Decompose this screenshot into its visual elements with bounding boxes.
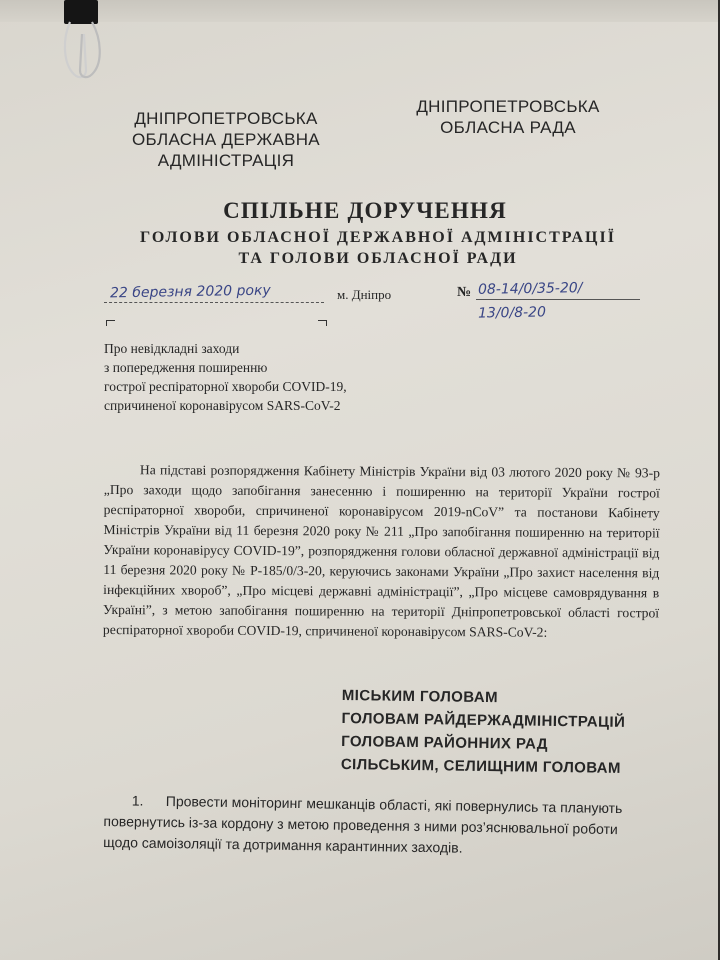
addressee-line: МІСЬКИМ ГОЛОВАМ xyxy=(341,686,499,707)
addressee-line: СІЛЬСЬКИМ, СЕЛИЩНИМ ГОЛОВАМ xyxy=(340,755,621,777)
instruction-item-1 xyxy=(103,790,674,862)
header-regional-council xyxy=(372,96,644,138)
document-title: СПІЛЬНЕ ДОРУЧЕННЯ xyxy=(223,198,507,223)
header-left-line: ОБЛАСНА ДЕРЖАВНА xyxy=(132,130,320,149)
header-left-line: АДМІНІСТРАЦІЯ xyxy=(157,151,295,170)
handwritten-date: 22 березня 2020 року xyxy=(109,282,271,302)
date-underline xyxy=(104,302,324,303)
subtitle-line: ТА ГОЛОВИ ОБЛАСНОЇ РАДИ xyxy=(238,250,518,267)
instruction-number: 1. xyxy=(131,792,144,809)
number-underline xyxy=(476,299,640,300)
number-label: № xyxy=(457,285,472,300)
binder-clip-icon xyxy=(56,0,116,82)
handwritten-number-1: 08-14/0/35-20/ xyxy=(477,280,583,298)
document-subject xyxy=(104,339,404,415)
document-subtitle xyxy=(108,227,648,269)
subject-corner-mark-right xyxy=(318,320,327,326)
header-right-line: ДНІПРОПЕТРОВСЬКА xyxy=(416,97,600,116)
subject-line: з попередження поширенню xyxy=(104,360,268,375)
header-left-line: ДНІПРОПЕТРОВСЬКА xyxy=(134,109,318,128)
city-label: м. Дніпро xyxy=(337,287,392,302)
addressee-list xyxy=(341,684,662,780)
subtitle-line: ГОЛОВИ ОБЛАСНОЇ ДЕРЖАВНОЇ АДМІНІСТРАЦІЇ xyxy=(140,229,616,246)
subject-line: спричиненої коронавірусом SARS-CoV-2 xyxy=(104,398,341,413)
header-right-line: ОБЛАСНА РАДА xyxy=(440,118,576,137)
instruction-line: щодо самоізоляції та дотримання карантинних заходів. xyxy=(103,833,463,856)
instruction-line: повернутись із-за кордону з метою проведення з ними роз’яснювальної роботи xyxy=(103,812,618,838)
addressee-line: ГОЛОВАМ РАЙОННИХ РАД xyxy=(341,732,549,753)
handwritten-number-2: 13/0/8-20 xyxy=(477,304,547,322)
subject-line: Про невідкладні заходи xyxy=(104,341,240,356)
header-regional-administration xyxy=(96,108,356,171)
subject-corner-mark-left xyxy=(106,320,115,326)
subject-line: гострої респіраторної хвороби COVID-19, xyxy=(104,379,347,394)
addressee-line: ГОЛОВАМ РАЙДЕРЖАДМІНІСТРАЦІЙ xyxy=(341,709,626,731)
preamble-paragraph: На підставі розпорядження Кабінету Міністрів України від 03 лютого 2020 року № 93-р „Про заходи щодо запобігання занесенню і поширенню на території України гострої респіраторної хвороби, спричиненої коронавірусом 2019-nCoV” та постанови Кабінету Міністрів України від 11 березня 2020 року № 211 „Про запобігання поширенню на території України коронавірусу COVID-19”, розпорядження голови обласної державної адміністрації від 11 березня 2020 року № Р-185/0/3-20, керуючись законами України „Про захист населення від інфекційних хвороб”, „Про місцеві державні адміністрації”, „Про місцеве самоврядування в Україні”, з метою запобігання поширенню на території Дніпропетровської області гострої респіраторної хвороби COVID-19, спричиненої коронавірусом SARS-CoV-2: xyxy=(102,462,660,640)
instruction-text: Провести моніторинг мешканців області, які повернулись та планують xyxy=(165,792,623,817)
